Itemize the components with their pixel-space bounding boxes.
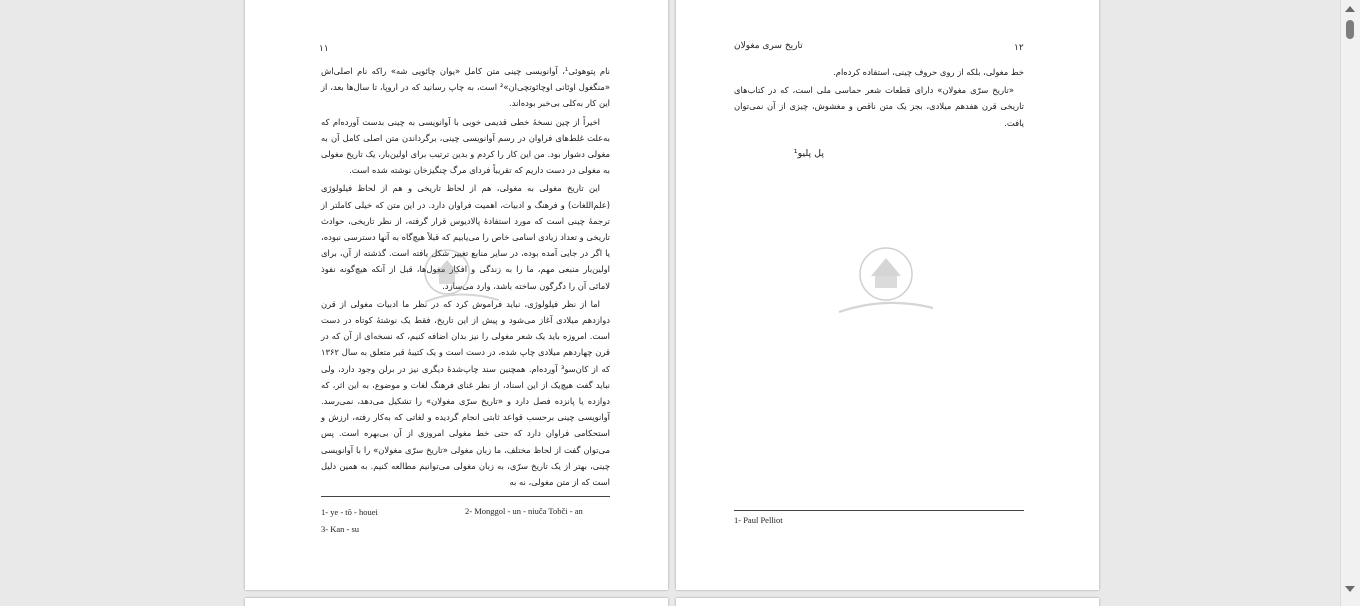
- footnote-divider: [321, 496, 610, 497]
- paragraph: این تاریخ مغولی به مغولی، هم از لحاظ تاریخی و هم از لحاظ فیلولوژی (علم‌اللغات) و فرهنگ و ادبیات، اهمیت فراوان دارد. در این متن که خیلی کاملتر از ترجمهٔ چینی است که مورد استفادهٔ پالادیوس قرار گرفته، از نظر تاریخی، حوادث تاریخی و تعداد زیادی اسامی خاص را می‌یابیم که قبلاً هیچ‌گاه به آنها دسترسی نبوده، یا اگر در جایی آمده بوده، در سایر منابع تغییر شکل یافته است. گذشته از آن، برای اولین‌بار منبعی مهم، ما را به زندگی و افکار مغول‌ها، قبل از آنکه هیچ‌گونه نفوذ لامائی آن را دگرگون ساخته باشد، وارد می‌سازد.: [321, 183, 610, 291]
- footnote: 3- Kan - su: [321, 524, 360, 534]
- page-11: [245, 0, 668, 590]
- footnote: 1- Paul Pelliot: [734, 515, 783, 525]
- footnote: 1- ye - tō - houei: [321, 507, 378, 517]
- scrollbar-thumb[interactable]: [1346, 20, 1354, 39]
- paragraph: نام پتوهوئی¹، آوانویسی چینی متن کامل «یوان چائویی شه» راکه نام اصلی‌اش «منگغول اوئانی اوچائوتچی‌ان»² است، به چاپ رسانید که در اروپا، تا سال‌ها بعد، از این کار به‌کلی بی‌خبر بوده‌اند.: [321, 66, 610, 109]
- library-seal-watermark: [417, 244, 507, 314]
- scroll-down-arrow-icon[interactable]: [1345, 586, 1355, 592]
- running-head: تاریخ سری مغولان: [734, 41, 803, 51]
- paragraph: خط مغولی، بلکه از روی حروف چینی، استفاده کرده‌ام.: [833, 67, 1024, 77]
- footnote: 2- Monggol - un - niuča Tobči - an: [465, 506, 583, 516]
- page-12: [676, 0, 1099, 590]
- author-signature: پل پلیو¹: [793, 148, 824, 159]
- page-body: [734, 64, 1024, 133]
- footnote-divider: [734, 510, 1024, 511]
- next-page-edge: [245, 598, 668, 606]
- scroll-up-arrow-icon[interactable]: [1345, 6, 1355, 12]
- paragraph: اما از نظر فیلولوژی، نباید فراموش کرد که در نظر ما ادبیات مغولی از قرن دوازدهم میلادی آغاز می‌شود و پیش از این تاریخ، فقط یک نوشتهٔ کوتاه در دست است. امروزه باید یک شعر مغولی را نیز بدان اضافه کنیم، که نسخه‌ای از آن که در قرن چهاردهم میلادی چاپ شده، در دست است و یک کتیبهٔ قبر متعلق به سال ۱۳۶۲ که از کان‌سو³ آورده‌ام. همچنین سند چاپ‌شدهٔ دیگری نیز در برلن وجود دارد، ولی نباید گفت هیچ‌یک از این اسناد، از نظر غنای فرهنگ لغات و موضوع، به این اثر، که دوازده یا پانزده فصل دارد و «تاریخ سرّی مغولان» را تشکیل می‌دهد، نمی‌رسد. آوانویسی چینی برحسب قواعد ثابتی انجام گردیده و لغاتی که به‌کار رفته، ارزش و استحکامی فراوان دارد که حتی خط مغولی امروزی از آن بی‌بهره است. پس می‌توان گفت از لحاظ مختلف، ما زبان مغولی «تاریخ سرّی مغولان» را با آوانویسی چینی، بهتر از یک تاریخ سرّی، به زبان مغولی می‌توانیم مطالعه کنیم. به همین دلیل است که از متن مغولی، نه به: [321, 298, 610, 488]
- library-seal-watermark: [831, 244, 941, 324]
- page-number: ۱۲: [1014, 43, 1024, 53]
- vertical-scrollbar[interactable]: [1340, 0, 1360, 606]
- next-page-edge: [676, 598, 1099, 606]
- page-number: ۱۱: [319, 44, 329, 54]
- paragraph: «تاریخ سرّی مغولان» دارای قطعات شعر حماسی ملی است، که در کتاب‌های تاریخی قرن هفدهم میلادی، بجز یک متن ناقص و مغشوش، چیزی از آن نمی‌توان یافت.: [734, 85, 1024, 128]
- paragraph: اخیراً از چین نسخهٔ خطی قدیمی خوبی با آوانویسی به چینی بدست آورده‌ام که به‌علت غلط‌های فراوان در رسم آوانویسی چینی، برگرداندن متن اصلی کامل آن به مغولی دشوار بود. من این کار را کردم و بدین ترتیب برای اولین‌بار، یک تاریخ مغولی به مغولی در دست داریم که تقریباً فردای مرگ چنگیزخان نوشته شده است.: [321, 116, 610, 176]
